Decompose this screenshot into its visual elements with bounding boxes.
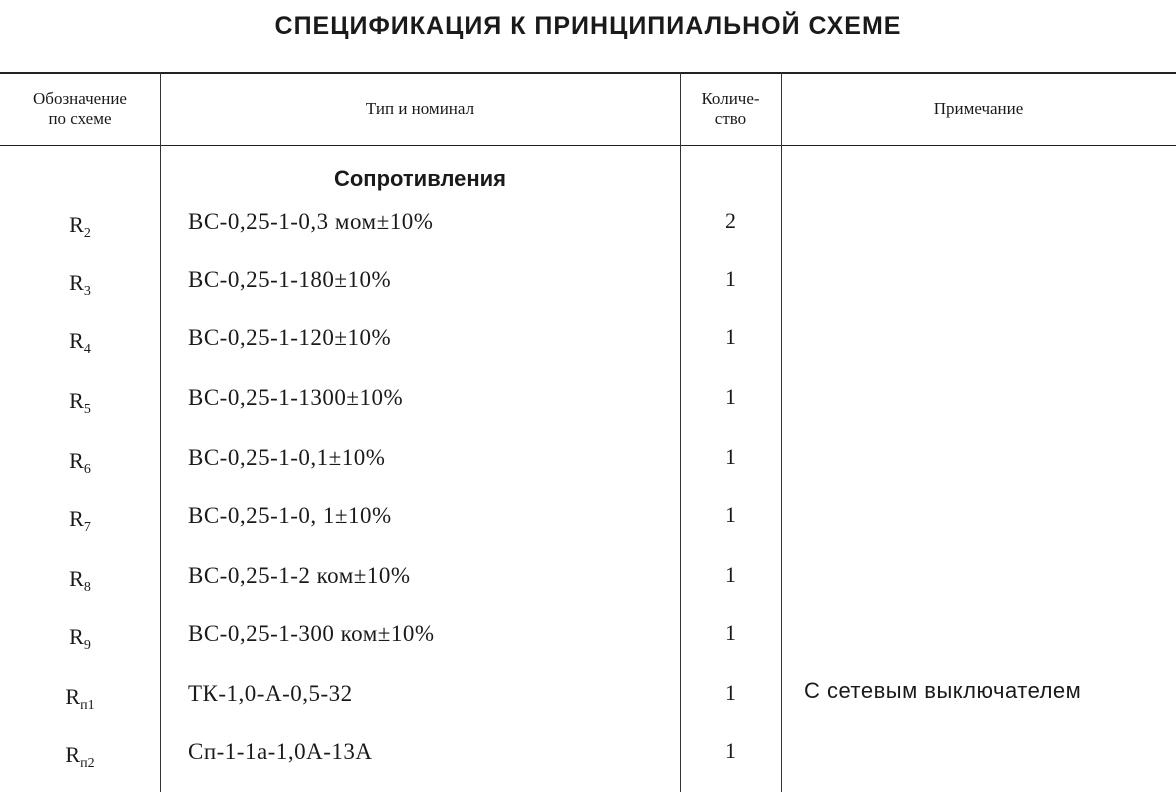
designation-cell <box>0 506 160 536</box>
type-cell: ВС-0,25-1-180±10% <box>188 267 392 292</box>
quantity-cell: 2 <box>725 208 736 233</box>
quantity-cell: 1 <box>725 562 736 587</box>
designation-subscript: 3 <box>83 284 91 299</box>
designation-letter: R <box>69 328 84 353</box>
designation-letter: R <box>69 270 84 295</box>
quantity-cell: 1 <box>725 266 736 291</box>
designation-subscript: 2 <box>83 226 91 241</box>
note-cell: С сетевым выключателем <box>804 678 1082 703</box>
designation-letter: R <box>65 742 81 767</box>
page-title: СПЕЦИФИКАЦИЯ К ПРИНЦИПИАЛЬНОЙ СХЕМЕ <box>274 12 902 40</box>
table-row <box>0 620 1176 682</box>
header-type: Тип и номинал <box>365 98 475 118</box>
designation-cell <box>0 388 160 418</box>
type-cell: ВС-0,25-1-0, 1±10% <box>188 503 392 528</box>
quantity-cell: 1 <box>725 680 736 705</box>
type-cell: ВС-0,25-1-0,1±10% <box>188 445 386 470</box>
type-cell: ВС-0,25-1-0,3 мом±10% <box>188 209 434 234</box>
designation-cell <box>0 742 160 772</box>
type-cell: ВС-0,25-1-300 ком±10% <box>188 621 435 646</box>
quantity-cell: 1 <box>725 384 736 409</box>
designation-cell <box>0 270 160 300</box>
type-cell: ВС-0,25-1-1300±10% <box>188 385 404 410</box>
designation-subscript: 8 <box>83 580 91 595</box>
table-row <box>0 738 1176 800</box>
designation-subscript: 5 <box>83 402 91 417</box>
table-row <box>0 208 1176 270</box>
table-row <box>0 384 1176 446</box>
designation-subscript: п1 <box>80 698 95 713</box>
designation-subscript: 9 <box>83 638 91 653</box>
designation-subscript: 6 <box>83 462 91 477</box>
designation-letter: R <box>65 684 81 709</box>
type-cell: ВС-0,25-1-120±10% <box>188 325 392 350</box>
header-designation: Обозначение по схеме <box>33 88 127 128</box>
designation-cell <box>0 212 160 242</box>
table-row <box>0 678 1176 742</box>
designation-subscript: 4 <box>83 342 91 357</box>
type-cell: ВС-0,25-1-2 ком±10% <box>188 563 411 588</box>
designation-letter: R <box>69 566 84 591</box>
quantity-cell: 1 <box>725 444 736 469</box>
designation-cell <box>0 328 160 358</box>
designation-letter: R <box>69 624 84 649</box>
section-heading: Сопротивления <box>333 166 507 191</box>
quantity-cell: 1 <box>725 738 736 763</box>
header-quantity: Количе- ство <box>701 88 760 128</box>
quantity-cell: 1 <box>725 324 736 349</box>
designation-cell <box>0 448 160 478</box>
type-cell: ТК-1,0-А-0,5-32 <box>188 681 353 706</box>
designation-cell <box>0 566 160 596</box>
designation-letter: R <box>69 448 84 473</box>
designation-letter: R <box>69 212 84 237</box>
designation-cell <box>0 684 160 714</box>
type-cell: Сп-1-1а-1,0А-13А <box>188 739 373 764</box>
quantity-cell: 1 <box>725 502 736 527</box>
table-row <box>0 324 1176 386</box>
quantity-cell: 1 <box>725 620 736 645</box>
designation-subscript: 7 <box>83 520 91 535</box>
designation-subscript: п2 <box>80 756 95 771</box>
header-note: Примечание <box>933 98 1024 118</box>
designation-letter: R <box>69 388 84 413</box>
table-header-rule <box>0 145 1176 146</box>
table-row <box>0 502 1176 564</box>
table-row <box>0 562 1176 624</box>
table-row <box>0 444 1176 506</box>
designation-cell <box>0 624 160 654</box>
designation-letter: R <box>69 506 84 531</box>
table-row <box>0 266 1176 328</box>
